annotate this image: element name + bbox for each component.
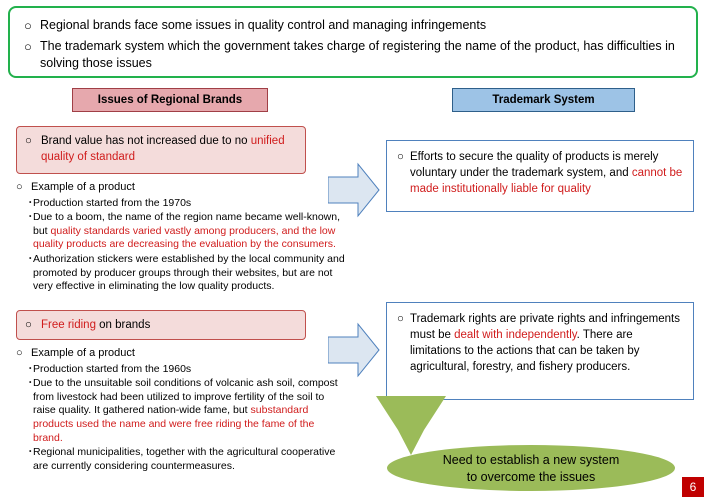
issue-2-item-text: Regional municipalities, together with the agricultural cooperative are currently considering countermeasures. — [33, 446, 336, 472]
trademark-point-2-highlight: dealt with independently — [454, 329, 577, 341]
trademark-point-2-plain-2: . There are limitations to the actions that can be taken by agricultural, forestry, and fishery producers. — [410, 329, 640, 373]
issue-1-item-text — [33, 211, 346, 252]
issue-1-details — [16, 181, 346, 295]
summary-line-2-text: The trademark system which the government takes charge of registering the name of the product, has difficulties in solving those issues — [40, 39, 675, 70]
issue-2-item — [16, 377, 346, 445]
conclusion-text — [386, 450, 676, 488]
circle-icon: ○ — [16, 181, 23, 193]
issue-2-item — [16, 363, 346, 377]
issue-2-item — [16, 446, 346, 473]
issue-1-item-text-plain: Due to a boom, the name of the region name became well-known, but — [33, 211, 341, 237]
conclusion-line-1: Need to establish a new system — [442, 453, 620, 467]
issue-2-item-text-plain: Due to the unsuitable soil conditions of volcanic ash soil, compost from livestock had been utilized to improve fertility of the soil to raise quality. It gathered nation-wide fame, but — [33, 377, 338, 417]
trademark-point-1-text — [410, 149, 683, 197]
issue-2-title — [41, 317, 297, 333]
issue-2-title-plain: on brands — [95, 319, 151, 331]
issue-1-item — [16, 211, 346, 252]
issue-1-title — [41, 133, 297, 165]
issue-1-item-text-highlight: quality standards varied vastly among producers, and the low quality products are decreasing the evaluation by the consumers. — [33, 224, 336, 251]
issue-1-title-highlight: unified quality of standard — [41, 135, 285, 163]
issue-1-title-box — [16, 126, 306, 174]
page-number-badge: 6 — [682, 477, 704, 497]
issue-1-title-plain: Brand value has not increased due to no — [41, 135, 251, 147]
bullet-circle-icon: ○ — [24, 18, 32, 33]
issue-1-item — [16, 253, 346, 294]
summary-box — [8, 6, 698, 78]
list-bullet-icon: ・ — [25, 252, 36, 265]
circle-icon: ○ — [25, 135, 32, 147]
trademark-point-2-plain-1: Trademark rights are private rights and infringements must be — [410, 313, 680, 341]
summary-line-1 — [24, 17, 684, 34]
trademark-point-1-highlight: cannot be made institutionally liable for quality — [410, 167, 683, 195]
arrow-right-icon — [328, 162, 380, 218]
issue-2-example-heading-row — [16, 347, 346, 361]
issue-2-title-highlight: Free riding — [41, 319, 96, 331]
trademark-point-1-box — [386, 140, 694, 212]
trademark-point-1-plain: Efforts to secure the quality of products is merely voluntary under the trademark system, and — [410, 151, 659, 179]
circle-icon: ○ — [397, 313, 404, 325]
circle-icon: ○ — [16, 347, 23, 359]
summary-line-1-text: Regional brands face some issues in quality control and managing infringements — [40, 18, 487, 32]
trademark-point-2-box — [386, 302, 694, 400]
issue-1-example-heading: Example of a product — [31, 181, 135, 193]
bullet-circle-icon: ○ — [24, 39, 32, 54]
issue-2-item-text — [33, 377, 346, 445]
issue-1-item-text: Production started from the 1970s — [33, 196, 192, 209]
header-issues-of-regional-brands: Issues of Regional Brands — [72, 88, 268, 112]
issue-1-item-text: Authorization stickers were established by the local community and promoted by producer groups through their websites, but are not very effective in eliminating the low quality products. — [33, 252, 345, 293]
issue-2-item-text: Production started from the 1960s — [33, 362, 192, 375]
summary-line-2 — [24, 38, 692, 72]
header-trademark-system: Trademark System — [452, 88, 635, 112]
issue-2-item-text-highlight: substandard products used the name and were free riding the fame of the brand. — [33, 404, 315, 444]
list-bullet-icon: ・ — [25, 362, 36, 375]
issue-2-title-box — [16, 310, 306, 340]
circle-icon: ○ — [397, 151, 404, 163]
arrow-right-icon — [328, 322, 380, 378]
trademark-point-2-text — [410, 311, 683, 375]
list-bullet-icon: ・ — [25, 446, 36, 459]
conclusion-line-2: to overcome the issues — [466, 470, 596, 484]
circle-icon: ○ — [25, 319, 32, 331]
list-bullet-icon: ・ — [25, 211, 36, 224]
issue-1-item — [16, 197, 346, 211]
issue-1-example-heading-row — [16, 181, 346, 195]
issue-2-details — [16, 347, 346, 474]
issue-2-example-heading: Example of a product — [31, 347, 135, 359]
list-bullet-icon: ・ — [25, 196, 36, 209]
list-bullet-icon: ・ — [25, 377, 36, 390]
